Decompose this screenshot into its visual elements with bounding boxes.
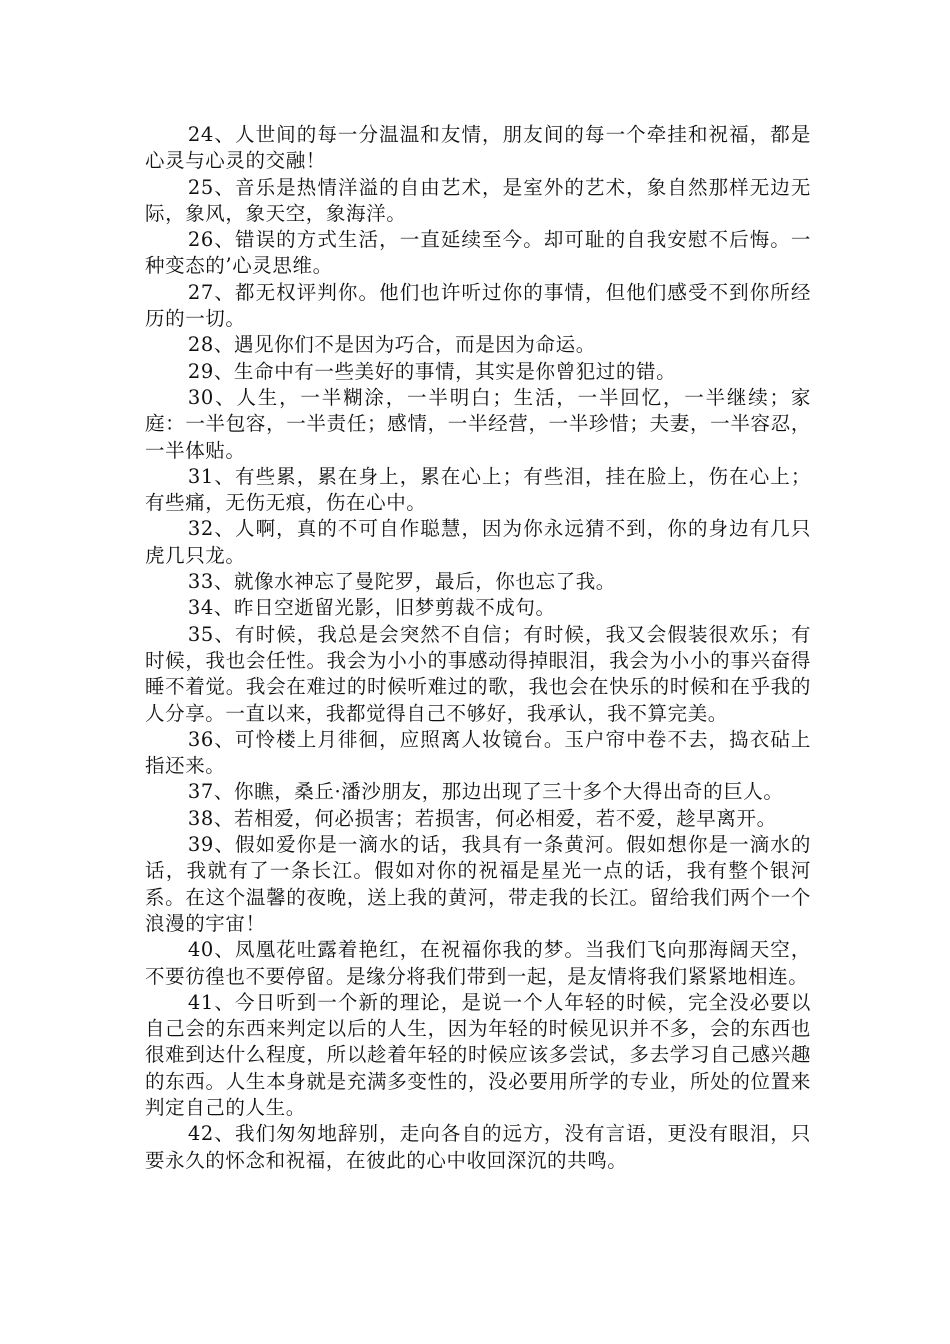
paragraph-29: 29、生命中有一些美好的事情，其实是你曾犯过的错。 [187,359,677,383]
paragraph-34: 34、昨日空逝留光影，旧梦剪裁不成句。 [187,596,556,620]
paragraph-33: 33、就像水神忘了曼陀罗，最后，你也忘了我。 [187,570,616,594]
paragraph-25: 25、音乐是热情洋溢的自由艺术，是室外的艺术，象自然那样无边无际，象风，象天空，象海洋。 [145,175,811,225]
paragraph-39: 39、假如爱你是一滴水的话，我具有一条黄河。假如想你是一滴水的话，我就有了一条长江。假如对你的祝福是星光一点的话，我有整个银河系。在这个温馨的夜晚，送上我的黄河，带走我的长江。留给我们两个一个浪漫的宇宙！ [145,833,811,935]
paragraph-35: 35、有时候，我总是会突然不自信；有时候，我又会假装很欢乐；有时候，我也会任性。我会为小小的事感动得掉眼泪，我会为小小的事兴奋得睡不着觉。我会在难过的时候听难过的歌，我也会在快乐的时候和在乎我的人分享。一直以来，我都觉得自己不够好，我承认，我不算完美。 [145,622,811,725]
paragraph-38: 38、若相爱，何必损害；若损害，何必相爱，若不爱，趁早离开。 [187,806,777,830]
paragraph-30: 30、人生，一半糊涂，一半明白；生活，一半回忆，一半继续；家庭：一半包容，一半责任；感情，一半经营，一半珍惜；夫妻，一半容忍，一半体贴。 [145,385,811,462]
document-body [145,122,811,1174]
paragraph-31: 31、有些累，累在身上，累在心上；有些泪，挂在脸上，伤在心上；有些痛，无伤无痕，伤在心中。 [145,464,811,515]
paragraph-36: 36、可怜楼上月徘徊，应照离人妆镜台。玉户帘中卷不去，捣衣砧上指还来。 [145,727,811,778]
paragraph-24: 24、人世间的每一分温温和友情，朋友间的每一个牵挂和祝福，都是心灵与心灵的交融！ [145,123,811,173]
paragraph-40: 40、凤凰花吐露着艳红，在祝福你我的梦。当我们飞向那海阔天空，不要彷徨也不要停留。是缘分将我们带到一起，是友情将我们紧紧地相连。 [145,938,811,988]
paragraph-32: 32、人啊，真的不可自作聪慧，因为你永远猜不到，你的身边有几只虎几只龙。 [145,517,811,567]
paragraph-26: 26、错误的方式生活，一直延续至今。却可耻的自我安慰不后悔。一种变态的’心灵思维。 [145,228,811,278]
paragraph-41: 41、今日听到一个新的理论，是说一个人年轻的时候，完全没必要以自己会的东西来判定以后的人生，因为年轻的时候见识并不多，会的东西也很难到达什么程度，所以趁着年轻的时候应该多尝试，多去学习自己感兴趣的东西。人生本身就是充满多变性的，没必要用所学的专业，所处的位置来判定自己的人生。 [145,990,811,1119]
paragraph-37: 37、你瞧，桑丘·潘沙朋友，那边出现了三十多个大得出奇的巨人。 [187,780,784,804]
paragraph-42: 42、我们匆匆地辞别，走向各自的远方，没有言语，更没有眼泪，只要永久的怀念和祝福，在彼此的心中收回深沉的共鸣。 [145,1122,811,1172]
paragraph-28: 28、遇见你们不是因为巧合，而是因为命运。 [187,333,596,357]
paragraph-27: 27、都无权评判你。他们也许听过你的事情，但他们感受不到你所经历的一切。 [145,280,811,331]
